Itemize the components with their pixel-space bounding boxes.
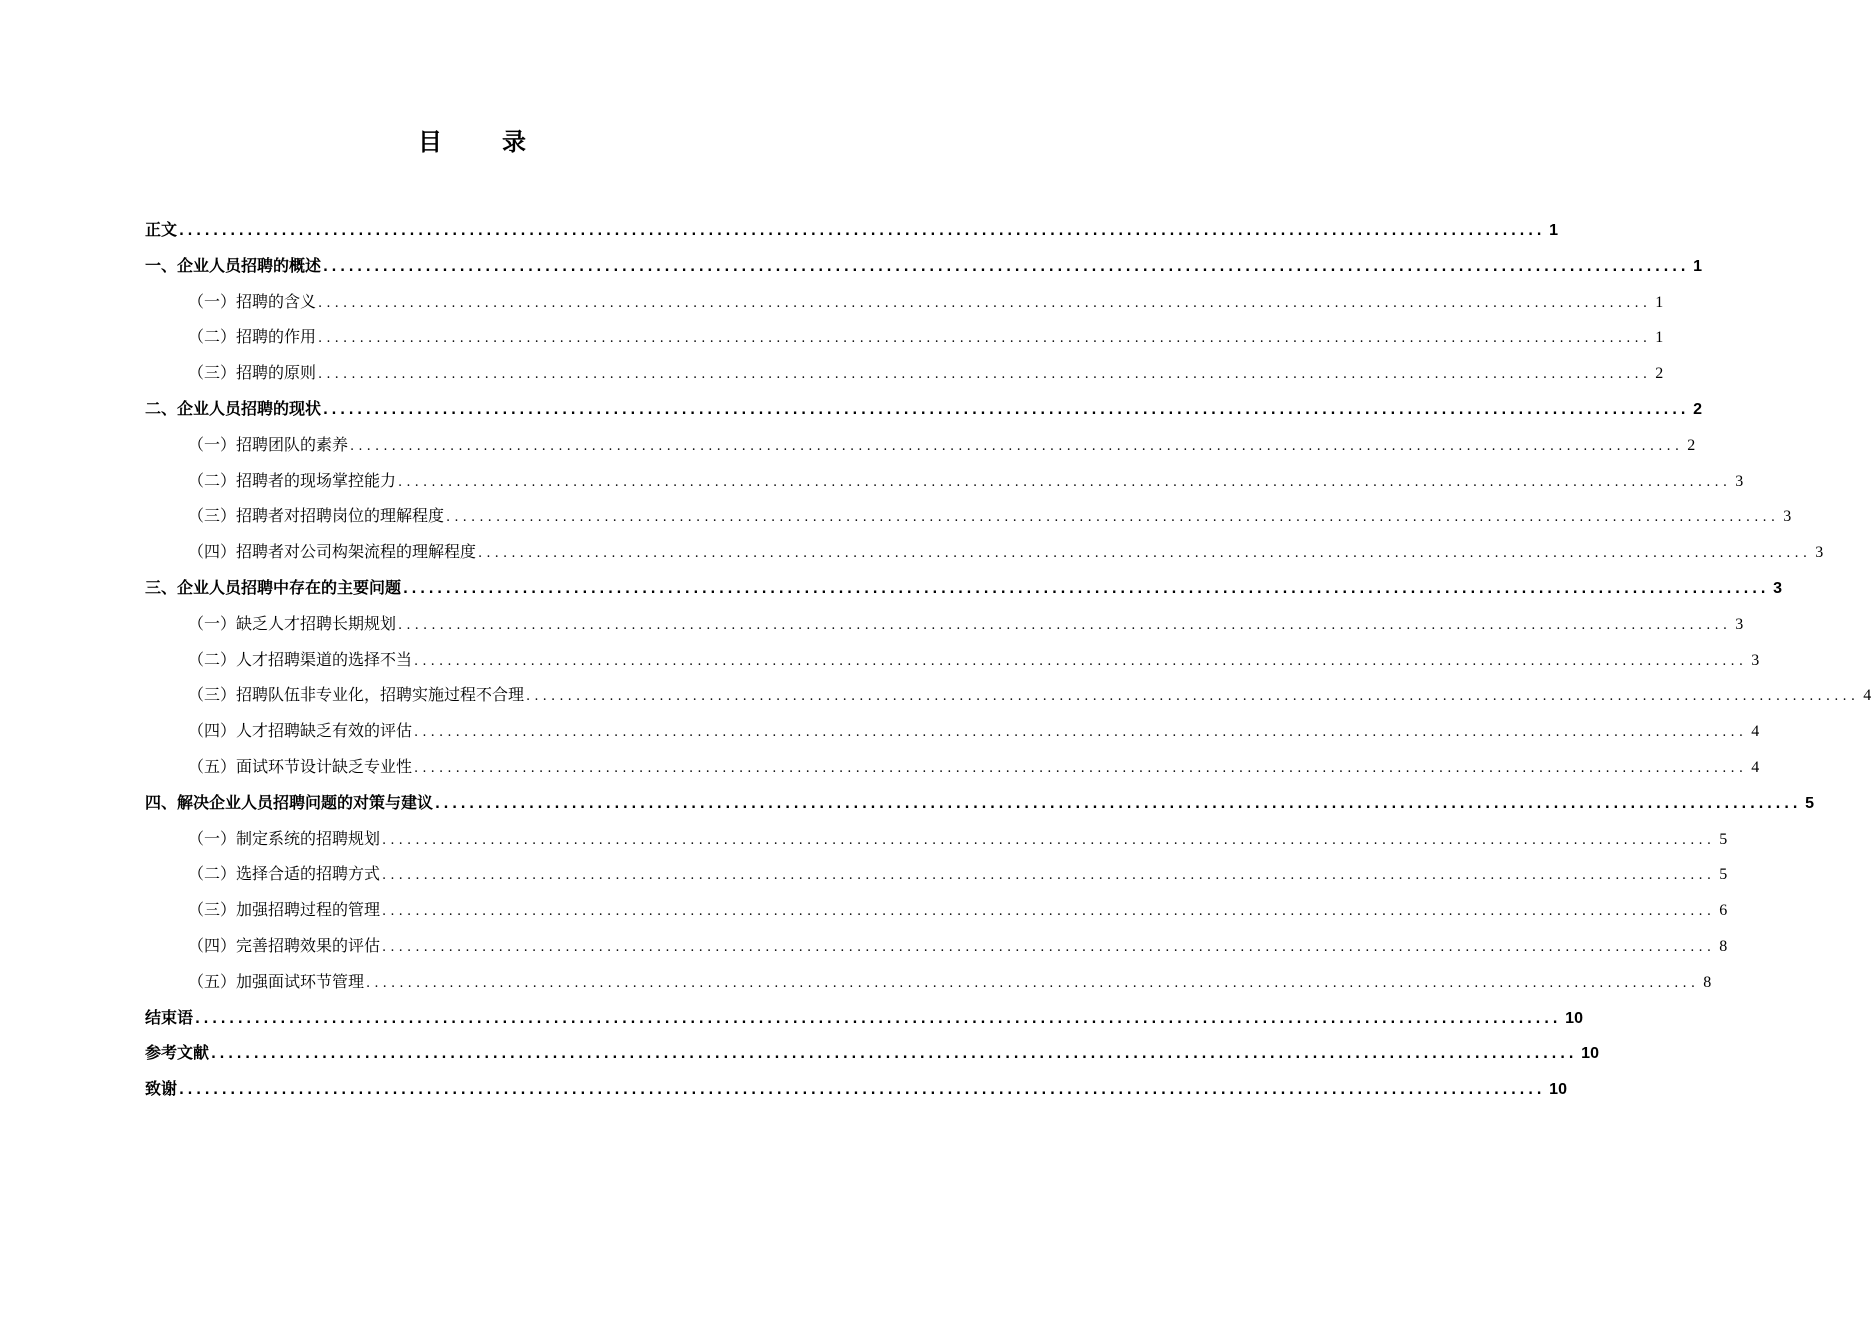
toc-entry-page-number: 3 bbox=[1783, 508, 1792, 526]
dot-leader: ................................................................................................................................................................ bbox=[478, 546, 1812, 562]
toc-entry-page-number: 1 bbox=[1655, 329, 1664, 347]
toc-entry-page-number: 3 bbox=[1773, 579, 1783, 597]
toc-entry-page-number: 10 bbox=[1565, 1009, 1583, 1027]
toc-entry-text: 参考文献 bbox=[145, 1043, 210, 1063]
toc-entry-page-number: 3 bbox=[1815, 544, 1824, 562]
toc-entry-text: 一、企业人员招聘的概述 bbox=[145, 255, 322, 275]
dot-leader: ................................................................................................................................................................ bbox=[195, 1011, 1562, 1027]
toc-entry-section[interactable] bbox=[145, 534, 1824, 570]
toc-entry-text: （四）人才招聘缺乏有效的评估 bbox=[188, 721, 413, 741]
toc-entry-section[interactable] bbox=[145, 498, 1792, 534]
toc-entry-text: （三）招聘者对招聘岗位的理解程度 bbox=[188, 506, 445, 526]
toc-entry-chapter[interactable] bbox=[145, 570, 1783, 606]
toc-entry-page-number: 3 bbox=[1735, 615, 1744, 633]
toc-entry-page-number: 8 bbox=[1719, 937, 1728, 955]
toc-entry-section[interactable] bbox=[145, 427, 1696, 463]
toc-entry-section[interactable] bbox=[145, 319, 1664, 355]
toc-entry-section[interactable] bbox=[145, 677, 1871, 713]
toc-entry-section[interactable] bbox=[145, 749, 1760, 785]
toc-entry-text: （一）招聘团队的素养 bbox=[188, 434, 349, 454]
toc-entry-text: （三）招聘的原则 bbox=[188, 363, 317, 383]
dot-leader: ................................................................................................................................................................ bbox=[398, 474, 1732, 490]
toc-entry-page-number: 2 bbox=[1655, 365, 1664, 383]
toc-entry-text: 三、企业人员招聘中存在的主要问题 bbox=[145, 577, 402, 597]
dot-leader: ................................................................................................................................................................ bbox=[414, 725, 1748, 741]
toc-entry-page-number: 1 bbox=[1549, 222, 1559, 239]
toc-entry-page-number: 6 bbox=[1719, 902, 1728, 920]
toc-entry-section[interactable] bbox=[145, 964, 1712, 1000]
toc-entry-page-number: 10 bbox=[1549, 1081, 1567, 1099]
dot-leader: ................................................................................................................................................................ bbox=[323, 259, 1690, 275]
toc-entry-text: （一）招聘的含义 bbox=[188, 291, 317, 311]
toc-entry-text: （二）招聘的作用 bbox=[188, 327, 317, 347]
dot-leader: ................................................................................................................................................................ bbox=[382, 868, 1716, 884]
toc-entry-chapter[interactable] bbox=[145, 248, 1703, 284]
toc-entry-section[interactable] bbox=[145, 642, 1760, 678]
toc-entry-section[interactable] bbox=[145, 355, 1664, 391]
dot-leader: ................................................................................................................................................................ bbox=[179, 224, 1546, 239]
dot-leader: ................................................................................................................................................................ bbox=[382, 904, 1716, 920]
toc-entry-text: （三）招聘队伍非专业化，招聘实施过程不合理 bbox=[188, 685, 525, 705]
dot-leader: ................................................................................................................................................................ bbox=[382, 832, 1716, 848]
toc-entry-chapter[interactable] bbox=[145, 1000, 1583, 1036]
toc-entry-text: 四、解决企业人员招聘问题的对策与建议 bbox=[145, 792, 434, 812]
dot-leader: ................................................................................................................................................................ bbox=[323, 402, 1690, 418]
dot-leader: ................................................................................................................................................................ bbox=[446, 510, 1780, 526]
dot-leader: ................................................................................................................................................................ bbox=[179, 1083, 1546, 1099]
dot-leader: ................................................................................................................................................................ bbox=[350, 438, 1684, 454]
toc-entry-section[interactable] bbox=[145, 892, 1728, 928]
toc-entry-section[interactable] bbox=[145, 928, 1728, 964]
toc-entry-text: （五）加强面试环节管理 bbox=[188, 971, 365, 991]
toc-entry-text: 结束语 bbox=[145, 1007, 194, 1027]
toc-entry-chapter[interactable] bbox=[145, 1035, 1599, 1071]
toc-entry-page-number: 5 bbox=[1719, 866, 1728, 884]
dot-leader: ................................................................................................................................................................ bbox=[403, 581, 1770, 597]
toc-entry-page-number: 1 bbox=[1655, 293, 1664, 311]
toc-entry-page-number: 3 bbox=[1751, 651, 1760, 669]
toc-entry-section[interactable] bbox=[145, 713, 1760, 749]
toc-entry-text: （二）招聘者的现场掌控能力 bbox=[188, 470, 397, 490]
toc-entry-section[interactable] bbox=[145, 821, 1728, 857]
toc-entry-chapter[interactable] bbox=[145, 391, 1703, 427]
dot-leader: ................................................................................................................................................................ bbox=[366, 975, 1700, 991]
toc-entry-text: （五）面试环节设计缺乏专业性 bbox=[188, 756, 413, 776]
toc-entry-page-number: 4 bbox=[1751, 758, 1760, 776]
dot-leader: ................................................................................................................................................................ bbox=[318, 331, 1652, 347]
toc-entry-text: 致谢 bbox=[145, 1079, 178, 1099]
toc-entry-section[interactable] bbox=[145, 856, 1728, 892]
toc-entry-chapter[interactable] bbox=[145, 1071, 1567, 1107]
toc-entry-chapter[interactable] bbox=[145, 212, 1559, 248]
toc-entry-text: （二）选择合适的招聘方式 bbox=[188, 864, 381, 884]
dot-leader: ................................................................................................................................................................ bbox=[318, 367, 1652, 383]
toc-entry-page-number: 4 bbox=[1863, 687, 1871, 705]
dot-leader: ................................................................................................................................................................ bbox=[398, 617, 1732, 633]
dot-leader: ................................................................................................................................................................ bbox=[382, 939, 1716, 955]
toc-entry-text: 二、企业人员招聘的现状 bbox=[145, 398, 322, 418]
toc-entry-page-number: 10 bbox=[1581, 1045, 1599, 1063]
toc-entry-text: （二）人才招聘渠道的选择不当 bbox=[188, 649, 413, 669]
toc-entry-text: （四）招聘者对公司构架流程的理解程度 bbox=[188, 542, 477, 562]
toc-entry-page-number: 2 bbox=[1687, 436, 1696, 454]
toc-entry-text: （一）制定系统的招聘规划 bbox=[188, 828, 381, 848]
toc-list bbox=[145, 212, 1871, 1107]
toc-entry-text: （四）完善招聘效果的评估 bbox=[188, 935, 381, 955]
toc-title: 目 录 bbox=[418, 128, 544, 156]
dot-leader: ................................................................................................................................................................ bbox=[211, 1047, 1578, 1063]
toc-entry-page-number: 2 bbox=[1693, 400, 1703, 418]
dot-leader: ................................................................................................................................................................ bbox=[414, 760, 1748, 776]
dot-leader: ................................................................................................................................................................ bbox=[318, 295, 1652, 311]
toc-entry-text: 正文 bbox=[145, 220, 178, 239]
dot-leader: ................................................................................................................................................................ bbox=[414, 653, 1748, 669]
toc-entry-chapter[interactable] bbox=[145, 785, 1815, 821]
dot-leader: ................................................................................................................................................................ bbox=[435, 796, 1802, 812]
toc-entry-section[interactable] bbox=[145, 606, 1744, 642]
toc-entry-section[interactable] bbox=[145, 284, 1664, 320]
toc-entry-page-number: 5 bbox=[1719, 830, 1728, 848]
toc-entry-text: （三）加强招聘过程的管理 bbox=[188, 900, 381, 920]
toc-entry-page-number: 3 bbox=[1735, 472, 1744, 490]
toc-entry-page-number: 8 bbox=[1703, 973, 1712, 991]
toc-entry-section[interactable] bbox=[145, 463, 1744, 499]
toc-entry-text: （一）缺乏人才招聘长期规划 bbox=[188, 613, 397, 633]
dot-leader: ................................................................................................................................................................ bbox=[526, 689, 1860, 705]
toc-entry-page-number: 5 bbox=[1805, 794, 1815, 812]
toc-entry-page-number: 1 bbox=[1693, 257, 1703, 275]
toc-entry-page-number: 4 bbox=[1751, 723, 1760, 741]
